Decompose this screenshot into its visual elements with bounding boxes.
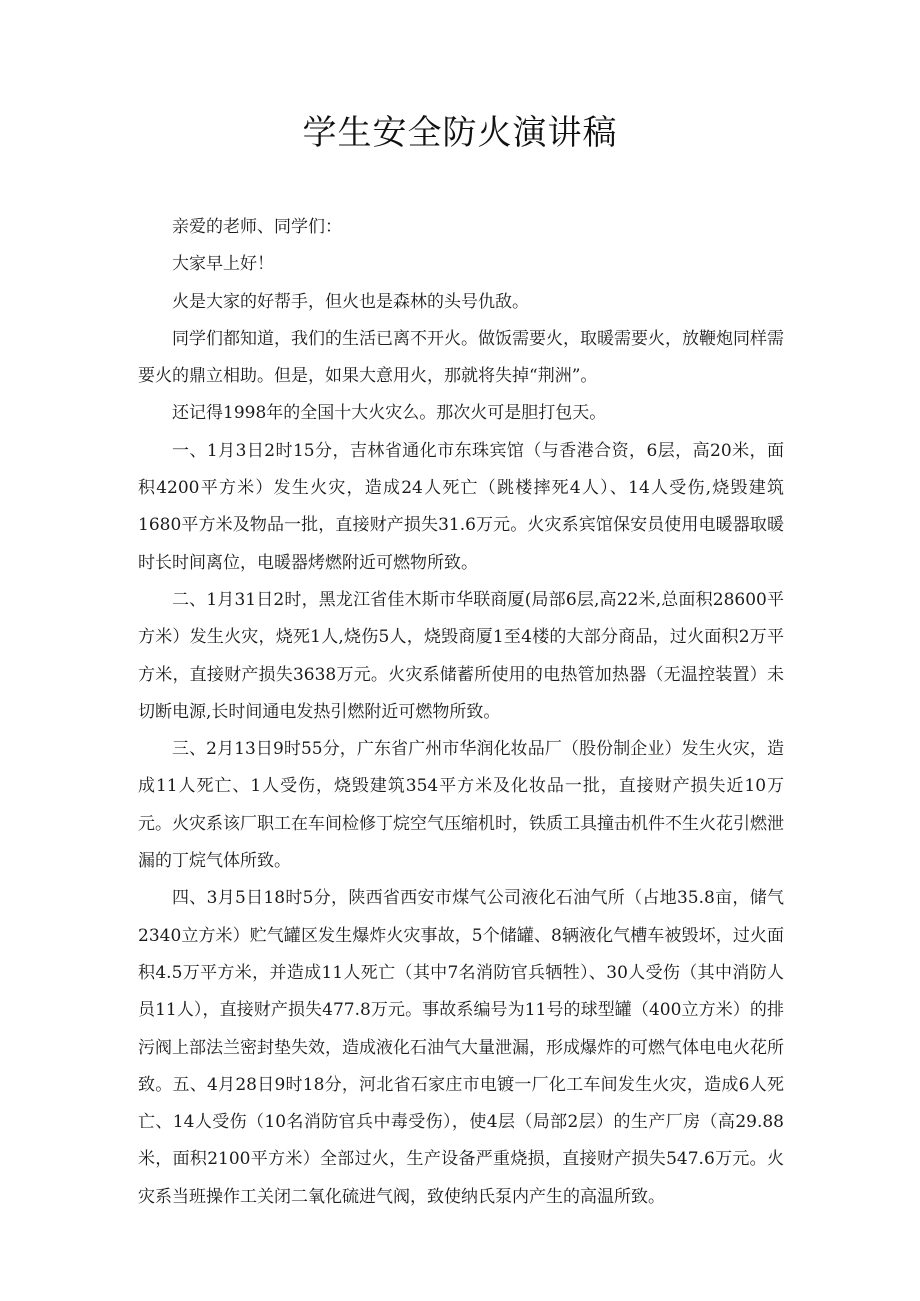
incident-2-paragraph: 二、1月31日2时，黑龙江省佳木斯市华联商厦(局部6层,高22米,总面积28600平方米）发生火灾，烧死1人,烧伤5人，烧毁商厦1至4楼的大部分商品，过火面积2万平方米，直接财产损失3638万元。火灾系储蓄所使用的电热管加热器（无温控装置）未切断电源,长时间通电发热引燃附近可燃物所致。 [138, 589, 784, 722]
fire-use-paragraph: 同学们都知道，我们的生活已离不开火。做饭需要火，取暖需要火，放鞭炮同样需要火的鼎立相助。但是，如果大意用火，那就将失掉“荆洲”。 [138, 328, 784, 387]
document-title: 学生安全防火演讲稿 [302, 113, 618, 153]
document-body [138, 209, 784, 1216]
morning-paragraph: 大家早上好！ [172, 254, 274, 275]
incident-3-paragraph: 三、2月13日9时55分，广东省广州市华润化妆品厂（股份制企业）发生火灾，造成11人死亡、1人受伤，烧毁建筑354平方米及化妆品一批，直接财产损失近10万元。火灾系该厂职工在车间检修丁烷空气压缩机时，铁质工具撞击机件不生火花引燃泄漏的丁烷气体所致。 [138, 739, 784, 872]
incident-1-paragraph: 一、1月3日2时15分，吉林省通化市东珠宾馆（与香港合资，6层，高20米，面积4200平方米）发生火灾，造成24人死亡（跳楼摔死4人）、14人受伤,烧毁建筑1680平方米及物品一批，直接财产损失31.6万元。火灾系宾馆保安员使用电暖器取暖时长时间离位，电暖器烤燃附近可燃物所致。 [138, 440, 784, 573]
greeting-paragraph: 亲爱的老师、同学们： [172, 217, 342, 237]
recall-paragraph: 还记得1998年的全国十大火灾么。那次火可是胆打包天。 [172, 403, 607, 424]
incident-4-5-paragraph: 四、3月5日18时5分，陕西省西安市煤气公司液化石油气所（占地35.8亩，储气2340立方米）贮气罐区发生爆炸火灾事故，5个储罐、8辆液化气槽车被毁坏，过火面积4.5万平方米，并造成11人死亡（其中7名消防官兵牺牲）、30人受伤（其中消防人员11人），直接财产损失477.8万元。事故系编号为11号的球型罐（400立方米）的排污阀上部法兰密封垫失效，造成液化石油气大量泄漏，形成爆炸的可燃气体电电火花所致。五、4月28日9时18分，河北省石家庄市电镀一厂化工车间发生火灾，造成6人死亡、14人受伤（10名消防官兵中毒受伤），使4层（局部2层）的生产厂房（高29.88米，面积2100平方米）全部过火，生产设备严重烧损，直接财产损失547.6万元。火灾系当班操作工关闭二氧化硫进气阀，致使纳氏泵内产生的高温所致。 [138, 888, 784, 1207]
intro-paragraph: 火是大家的好帮手，但火也是森林的头号仇敌。 [172, 291, 529, 312]
